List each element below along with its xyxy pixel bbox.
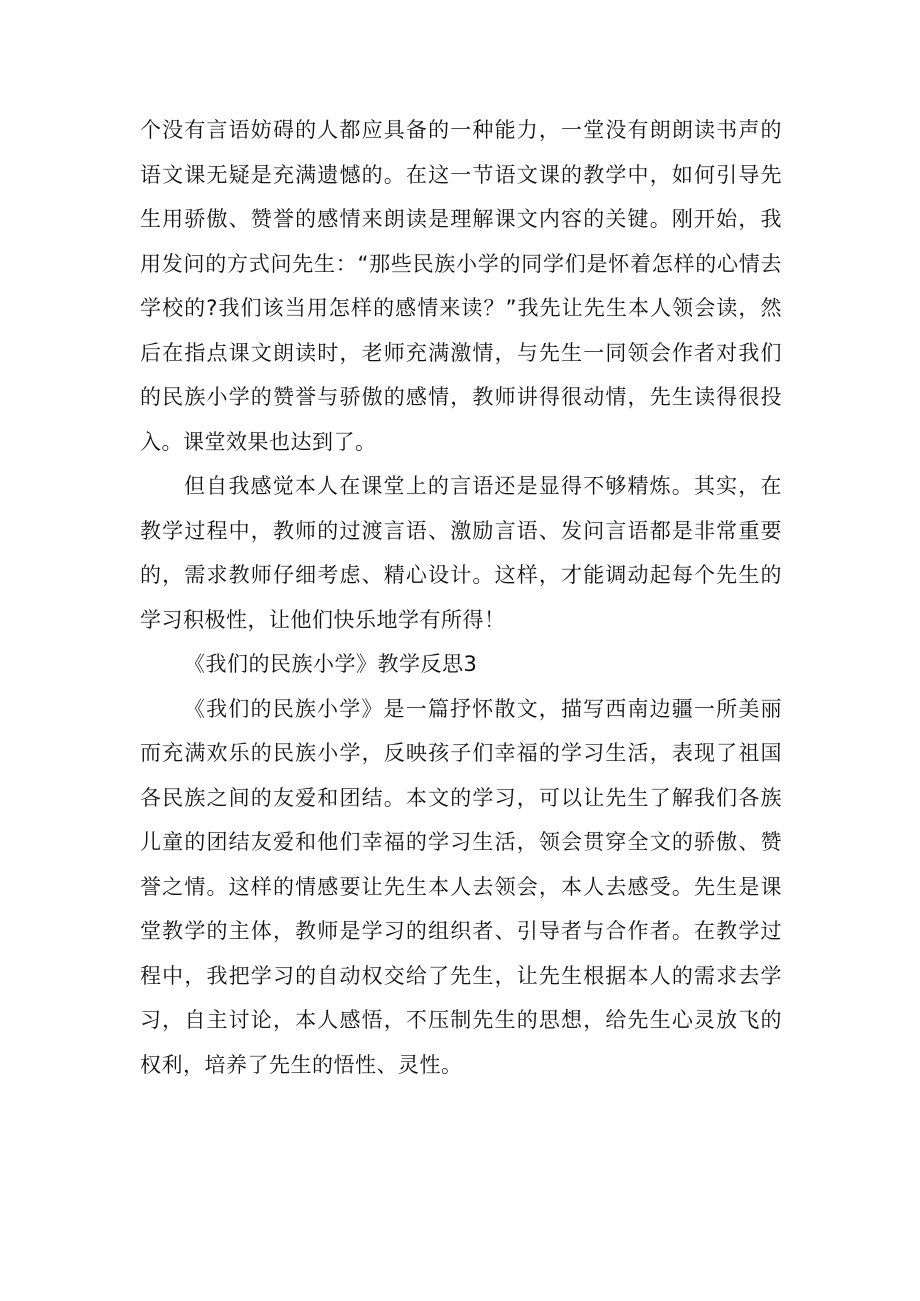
paragraph-section-body: 《我们的民族小学》是一篇抒怀散文，描写西南边疆一所美丽而充满欢乐的民族小学，反映孩子们幸福的学习生活，表现了祖国各民族之间的友爱和团结。本文的学习，可以让先生了解我们各族儿童的团结友爱和他们幸福的学习生活，领会贯穿全文的骄傲、赞誉之情。这样的情感要让先生本人去领会，本人去感受。先生是课堂教学的主体，教师是学习的组织者、引导者与合作者。在教学过程中，我把学习的自动权交给了先生，让先生根据本人的需求去学习，自主讨论，本人感悟，不压制先生的思想，给先生心灵放飞的权利，培养了先生的悟性、灵性。	[140, 696, 782, 1077]
document-body	[140, 108, 782, 1087]
paragraph-self-reflection: 但自我感觉本人在课堂上的言语还是显得不够精炼。其实，在教学过程中，教师的过渡言语、激励言语、发问言语都是非常重要的，需求教师仔细考虑、精心设计。这样，才能调动起每个先生的学习积极性，让他们快乐地学有所得！	[140, 474, 782, 632]
section-title: 《我们的民族小学》教学反思3	[184, 652, 478, 676]
paragraph-continuation: 个没有言语妨碍的人都应具备的一种能力，一堂没有朗朗读书声的语文课无疑是充满遗憾的。在这一节语文课的教学中，如何引导先生用骄傲、赞誉的感情来朗读是理解课文内容的关键。刚开始，我用发问的方式问先生：“那些民族小学的同学们是怀着怎样的心情去学校的?我们该当用怎样的感情来读？”我先让先生本人领会读，然后在指点课文朗读时，老师充满激情，与先生一同领会作者对我们的民族小学的赞誉与骄傲的感情，教师讲得很动情，先生读得很投入。课堂效果也达到了。	[140, 118, 782, 454]
